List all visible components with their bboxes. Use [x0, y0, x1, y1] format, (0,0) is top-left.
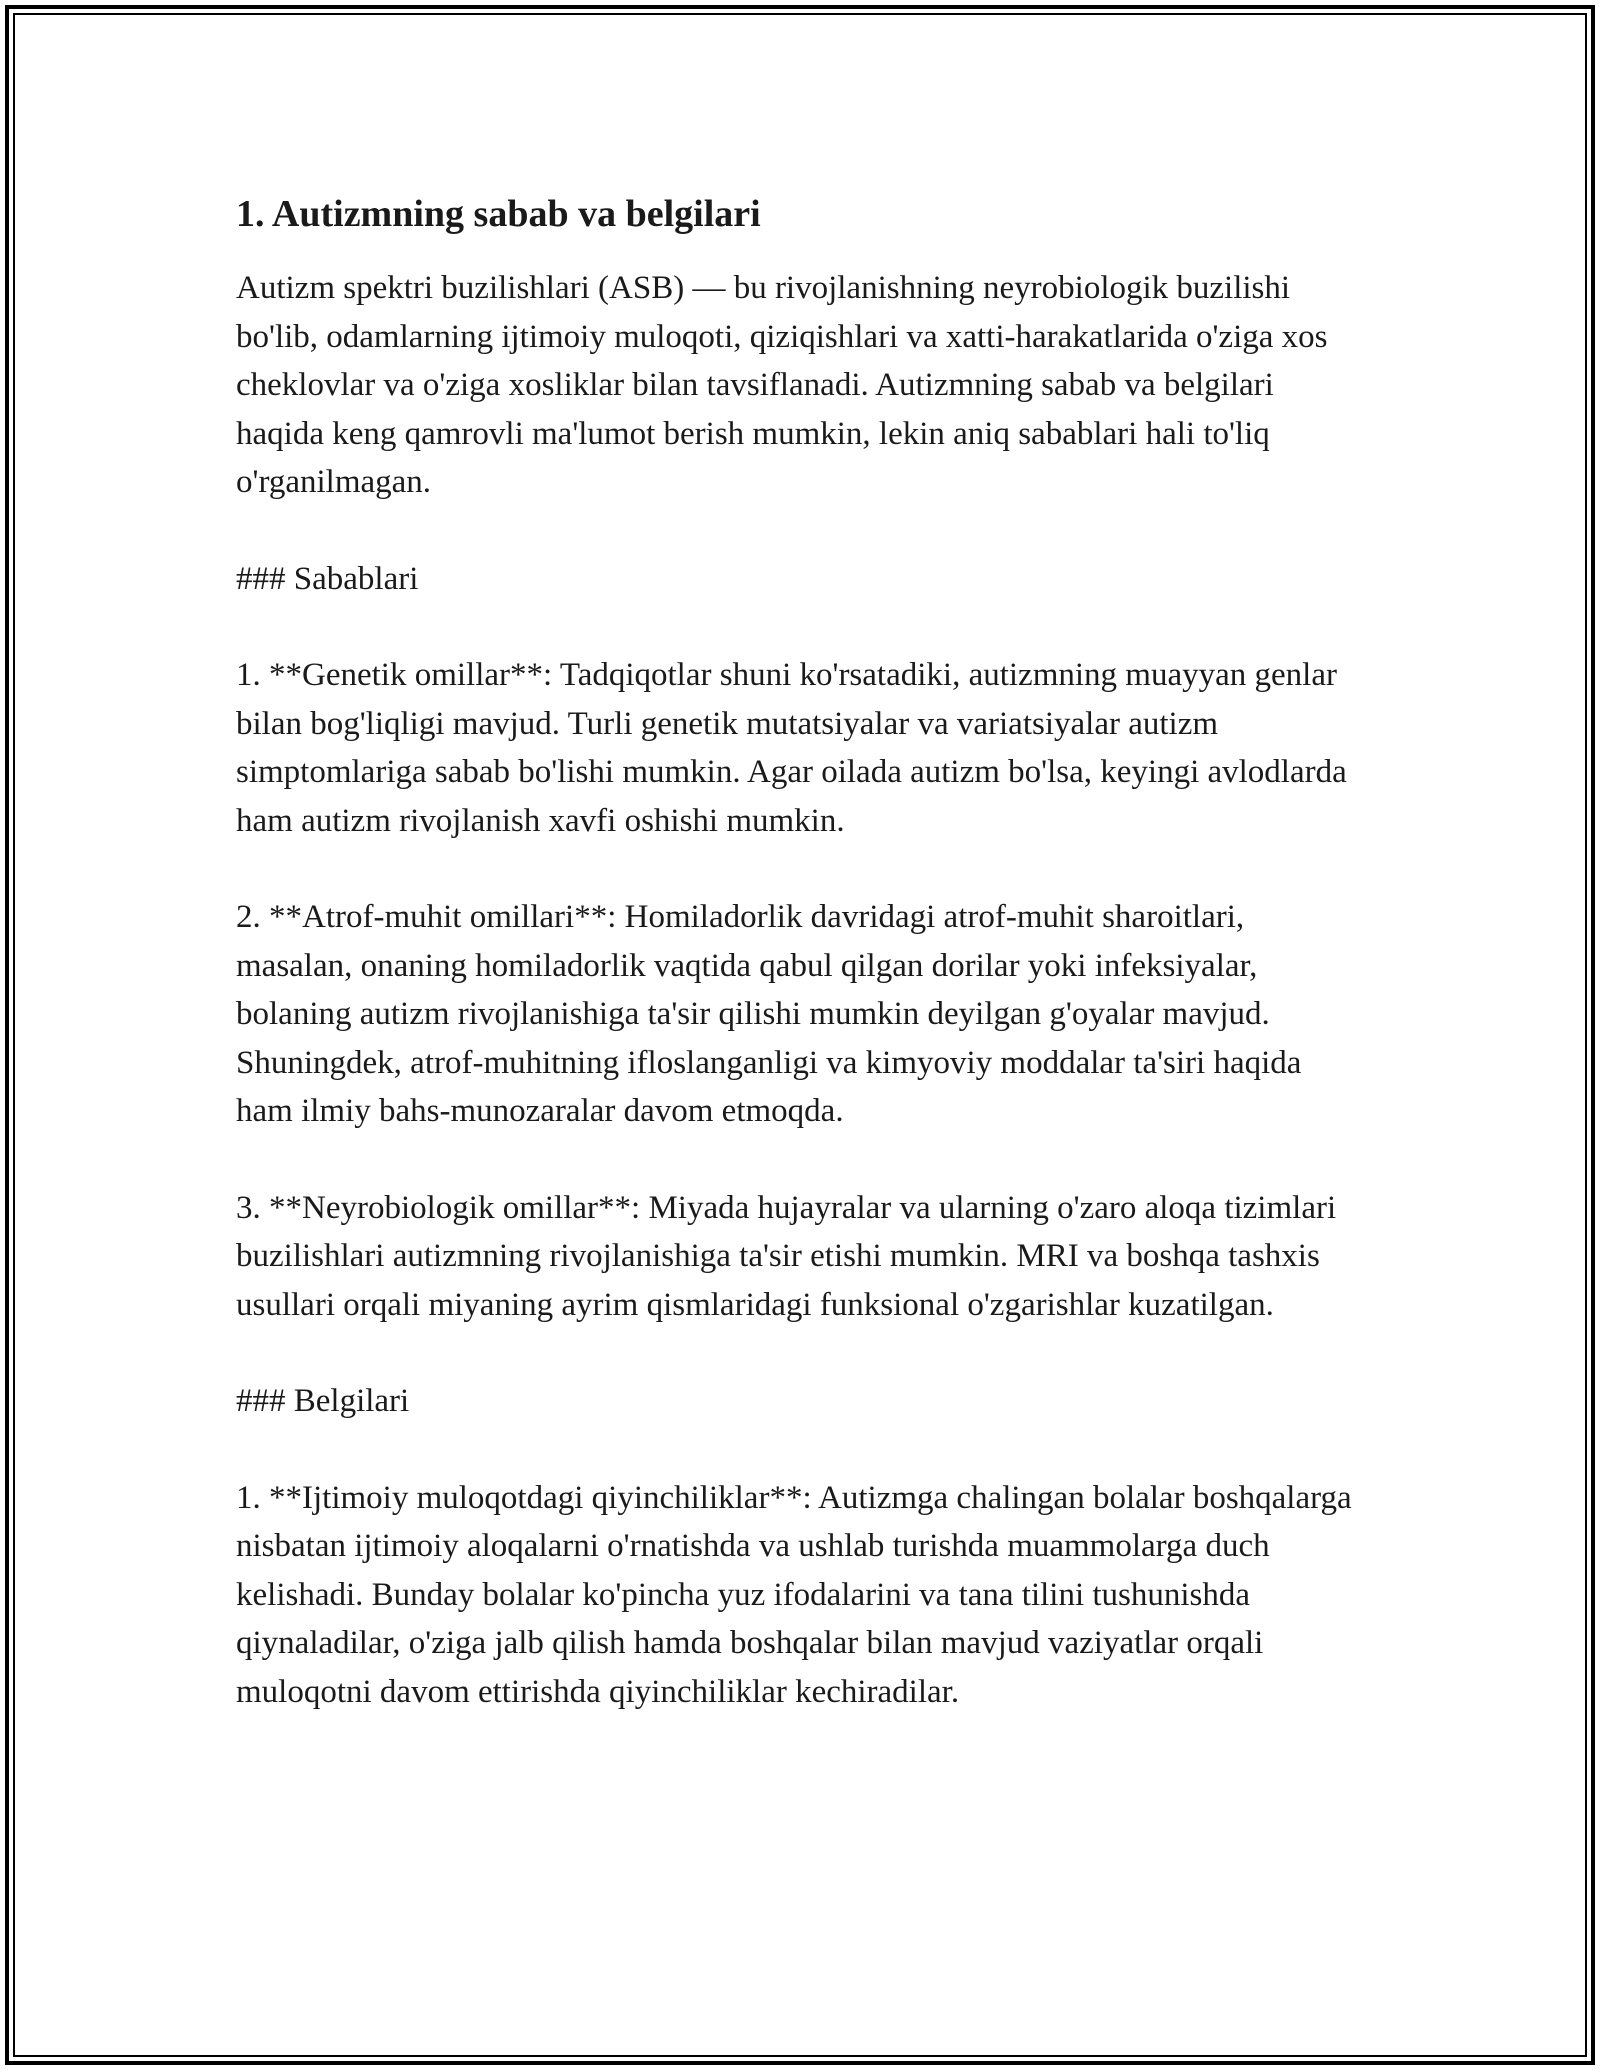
cause-item-genetic: 1. **Genetik omillar**: Tadqiqotlar shuni ko'rsatadiki, autizmning muayyan genlar bilan bog'liqligi mavjud. Turli genetik mutatsiyalar va variatsiyalar autizm simptomlariga sabab bo'lishi mumkin. Agar oilada autizm bo'lsa, keyingi avlodlarda ham autizm rivojlanish xavfi oshishi mumkin. — [236, 657, 1347, 839]
cause-item-neurobiological: 3. **Neyrobiologik omillar**: Miyada hujayralar va ularning o'zaro aloqa tizimlari buzilishlari autizmning rivojlanishiga ta'sir etishi mumkin. MRI va boshqa tashxis usullari orqali miyaning ayrim qismlaridagi funksional o'zgarishlar kuzatilgan. — [236, 1189, 1337, 1323]
section-heading-sabablari: ### Sabablari — [236, 560, 419, 597]
cause-item-environment: 2. **Atrof-muhit omillari**: Homiladorlik davridagi atrof-muhit sharoitlari, masalan, onaning homiladorlik vaqtida qabul qilgan dorilar yoki infeksiyalar, bolaning autizm rivojlanishiga ta'sir qilishi mumkin deyilgan g'oyalar mavjud. Shuningdek, atrof-muhitning ifloslanganligi va kimyoviy moddalar ta'siri haqida ham ilmiy bahs-munozaralar davom etmoqda. — [236, 899, 1302, 1129]
intro-paragraph: Autizm spektri buzilishlari (ASB) — bu rivojlanishning neyrobiologik buzilishi bo'lib, odamlarning ijtimoiy muloqoti, qiziqishlari va xatti-harakatlarida o'ziga xos cheklovlar va o'ziga xosliklar bilan tavsiflanadi. Autizmning sabab va belgilari haqida keng qamrovli ma'lumot berish mumkin, lekin aniq sabablari hali to'liq o'rganilmagan. — [236, 270, 1328, 500]
symptom-item-social: 1. **Ijtimoiy muloqotdagi qiyinchiliklar**: Autizmga chalingan bolalar boshqalarga nisbatan ijtimoiy aloqalarni o'rnatishda va ushlab turishda muammolarga duch kelishadi. Bunday bolalar ko'pincha yuz ifodalarini va tana tilini tushunishda qiynaladilar, o'ziga jalb qilish hamda boshqalar bilan mavjud vaziyatlar orqali muloqotni davom ettirishda qiyinchiliklar kechiradilar. — [236, 1479, 1352, 1710]
document-body — [236, 186, 1366, 1764]
section-heading-belgilari: ### Belgilari — [236, 1383, 410, 1419]
document-title: 1. Autizmning sabab va belgilari — [236, 193, 761, 235]
